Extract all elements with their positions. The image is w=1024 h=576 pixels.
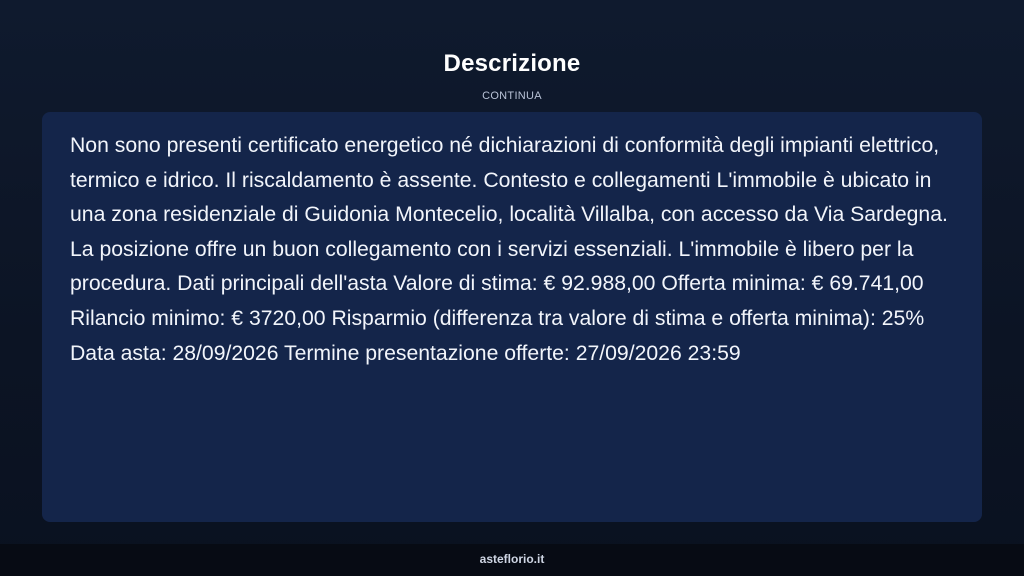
footer-bar — [0, 544, 1024, 576]
page-title: Descrizione — [443, 50, 581, 77]
site-name: asteflorio.it — [479, 552, 545, 566]
description-text: Non sono presenti certificato energetico né dichiarazioni di conformità degli impianti elettrico, termico e idrico. Il riscaldamento è assente. Contesto e collegamenti L'immobile è ubicato in una zona residenziale di Guidonia Montecelio, località Villalba, con accesso da Via Sardegna. La posizione offre un buon collegamento con i servizi essenziali. L'immobile è libero per la procedura. Dati principali dell'asta Valore di stima: € 92.988,00 Offerta minima: € 69.741,00 Rilancio minimo: € 3720,00 Risparmio (differenza tra valore di stima e offerta minima): 25% Data asta: 28/09/2026 Termine presentazione offerte: 27/09/2026 23:59 — [70, 134, 948, 365]
description-card — [42, 112, 982, 522]
continue-label: CONTINUA — [482, 90, 542, 102]
